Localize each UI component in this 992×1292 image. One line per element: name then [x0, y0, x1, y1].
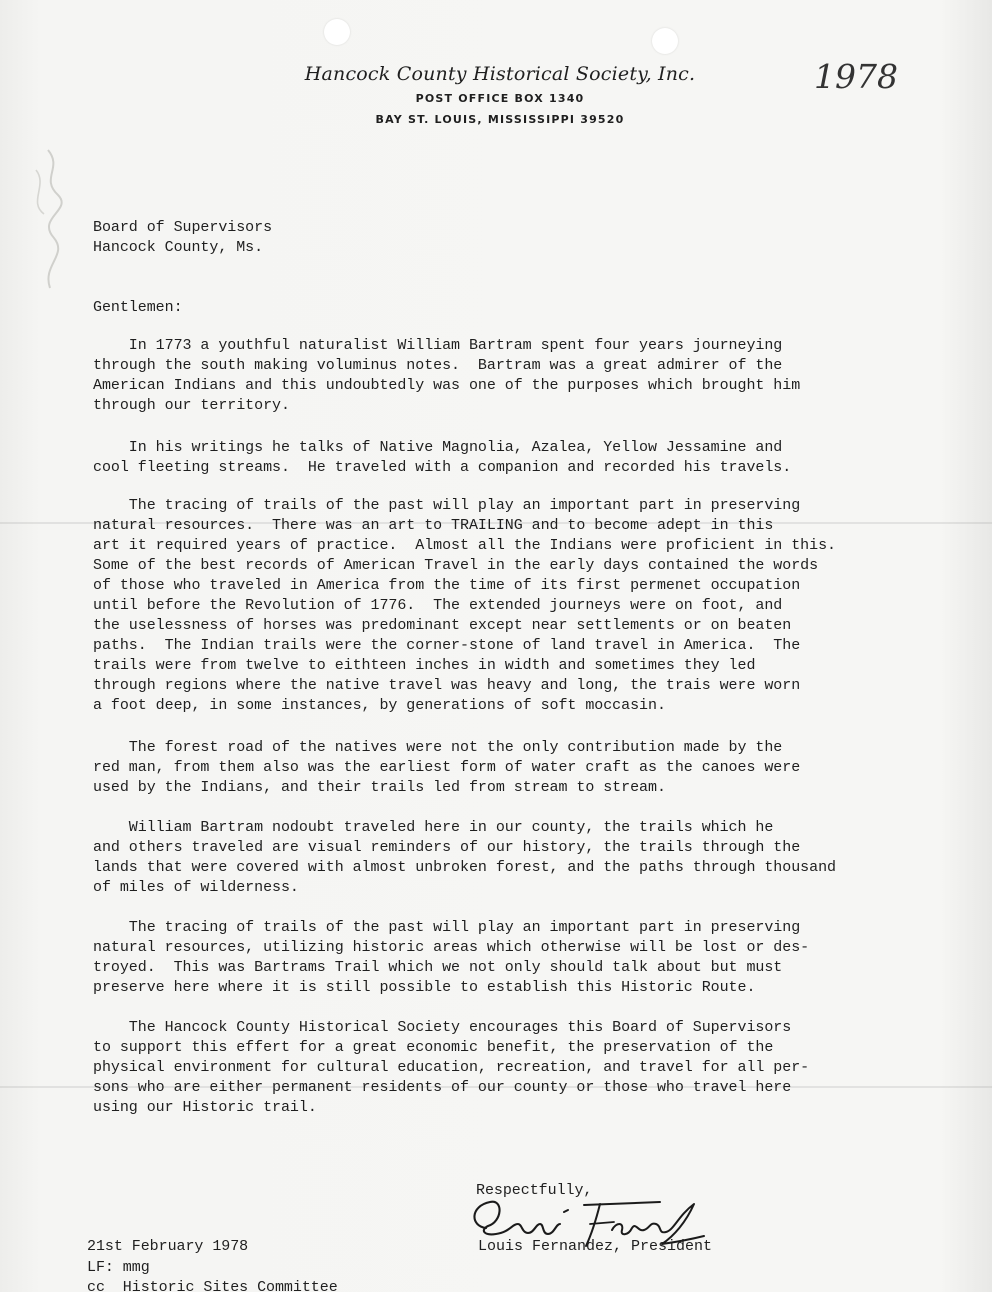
paragraph-2-line-1: In his writings he talks of Native Magnolia, Azalea, Yellow Jessamine and [93, 439, 783, 456]
paragraph-7-line-2: to support this effert for a great economic benefit, the preservation of the [93, 1039, 774, 1056]
city-state-zip-line: BAY ST. LOUIS, MISSISSIPPI 39520 [375, 113, 625, 126]
paragraph-3-line-7: the uselessness of horses was predominant except near settlements or on beaten [93, 617, 792, 634]
paragraph-7-line-5: using our Historic trail. [93, 1099, 317, 1116]
signatory-name: Louis Fernandez, President [478, 1238, 713, 1255]
paragraph-5-line-2: and others traveled are visual reminders of our history, the trails through the [93, 839, 801, 856]
paragraph-7-line-3: physical environment for cultural education, recreation, and travel for all per- [93, 1059, 810, 1076]
recipient-line-1: Board of Supervisors [93, 219, 273, 236]
paragraph-3-line-4: Some of the best records of American Travel in the early days contained the words [93, 557, 819, 574]
margin-scribble [18, 140, 88, 320]
paragraph-3-line-11: a foot deep, in some instances, by generations of soft moccasin. [93, 697, 666, 714]
paragraph-3-line-3: art it required years of practice. Almost all the Indians were proficient in this. [93, 537, 836, 554]
paragraph-1-line-1: In 1773 a youthful naturalist William Bartram spent four years journeying [93, 337, 783, 354]
paragraph-4-line-1: The forest road of the natives were not the only contribution made by the [93, 739, 783, 756]
carbon-copy-line: cc Historic Sites Committee [87, 1279, 338, 1292]
paragraph-6-line-1: The tracing of trails of the past will play an important part in preserving [93, 919, 801, 936]
paragraph-4-line-3: used by the Indians, and their trails led from stream to stream. [93, 779, 666, 796]
paragraph-4-line-2: red man, from them also was the earliest form of water craft as the canoes were [93, 759, 801, 776]
punch-hole-left [324, 19, 350, 45]
paragraph-5-line-1: William Bartram nodoubt traveled here in our county, the trails which he [93, 819, 774, 836]
paragraph-5-line-3: lands that were covered with almost unbroken forest, and the paths through thousand [93, 859, 836, 876]
po-box-line: POST OFFICE BOX 1340 [415, 92, 585, 105]
paragraph-3-line-5: of those who traveled in America from the time of its first permenet occupation [93, 577, 801, 594]
letter-date: 21st February 1978 [87, 1238, 249, 1255]
paragraph-3-line-10: through regions where the native travel was heavy and long, the trais were worn [93, 677, 801, 694]
handwritten-year: 1978 [814, 57, 898, 96]
punch-hole-right [652, 28, 678, 54]
paragraph-3-line-9: trails were from twelve to eithteen inches in width and sometimes they led [93, 657, 756, 674]
paragraph-1-line-3: American Indians and this undoubtedly was one of the purposes which brought him [93, 377, 801, 394]
paragraph-6-line-4: preserve here where it is still possible to establish this Historic Route. [93, 979, 756, 996]
paragraph-6-line-2: natural resources, utilizing historic areas which otherwise will be lost or des- [93, 939, 810, 956]
paragraph-7-line-4: sons who are either permanent residents of our county or those who travel here [93, 1079, 792, 1096]
paragraph-3-line-2: natural resources. There was an art to TRAILING and to become adept in this [93, 517, 774, 534]
paragraph-3-line-8: paths. The Indian trails were the corner-stone of land travel in America. The [93, 637, 801, 654]
paragraph-6-line-3: troyed. This was Bartrams Trail which we not only should talk about but must [93, 959, 783, 976]
paragraph-5-line-4: of miles of wilderness. [93, 879, 299, 896]
organization-name: Hancock County Historical Society, Inc. [304, 63, 696, 85]
paragraph-1-line-2: through the south making voluminus notes. Bartram was a great admirer of the [93, 357, 783, 374]
paragraph-3-line-6: until before the Revolution of 1776. The extended journeys were on foot, and [93, 597, 783, 614]
paragraph-2-line-2: cool fleeting streams. He traveled with a companion and recorded his travels. [93, 459, 792, 476]
paragraph-1-line-4: through our territory. [93, 397, 290, 414]
paragraph-3-line-1: The tracing of trails of the past will play an important part in preserving [93, 497, 801, 514]
paragraph-7-line-1: The Hancock County Historical Society encourages this Board of Supervisors [93, 1019, 792, 1036]
typist-initials: LF: mmg [87, 1259, 150, 1276]
salutation: Gentlemen: [93, 299, 183, 316]
recipient-line-2: Hancock County, Ms. [93, 239, 264, 256]
closing: Respectfully, [476, 1182, 593, 1199]
letterhead [300, 60, 700, 130]
